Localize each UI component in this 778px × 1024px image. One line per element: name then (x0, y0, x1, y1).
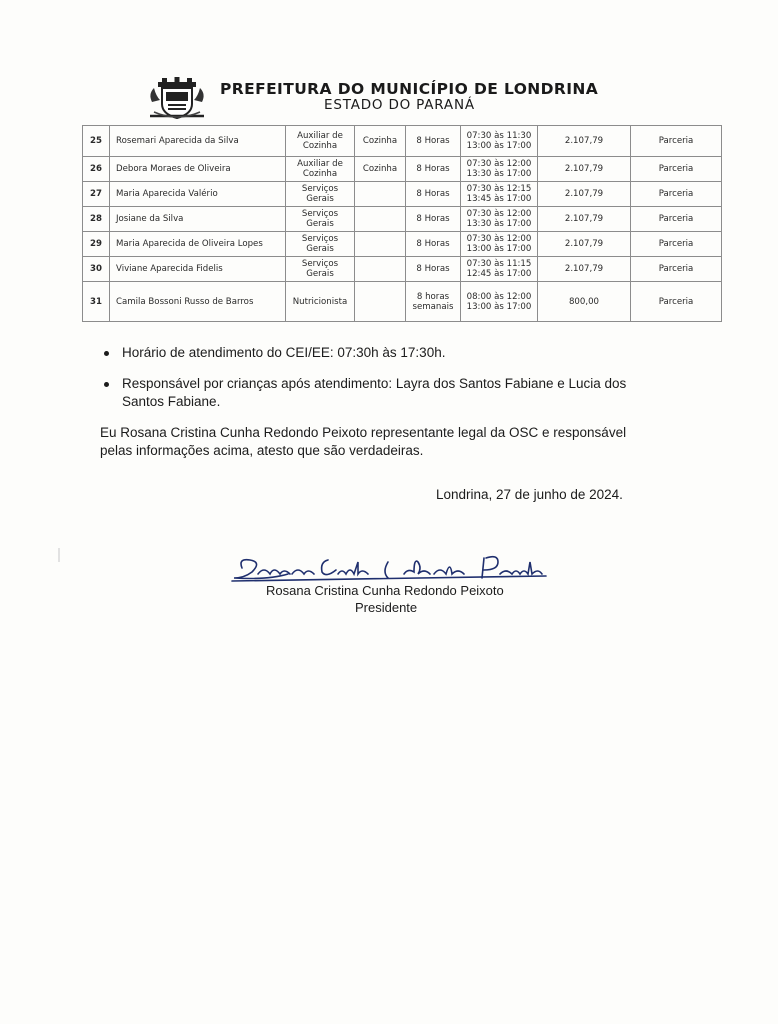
table-row (83, 232, 722, 257)
handwritten-signature (228, 548, 568, 588)
employee-salary: 2.107,79 (538, 207, 631, 232)
employee-bond: Parceria (631, 157, 722, 182)
employee-bond: Parceria (631, 182, 722, 207)
note-item (100, 344, 660, 362)
employee-role: Serviços Gerais (286, 232, 355, 257)
employee-hours: 8 horas semanais (406, 282, 461, 322)
attestation-text: Eu Rosana Cristina Cunha Redondo Peixoto representante legal da OSC e responsável pelas informações acima, atesto que são verdadeiras. (100, 425, 627, 458)
state-subtitle: ESTADO DO PARANÁ (324, 97, 475, 113)
table-row (83, 157, 722, 182)
note-text: Responsável por crianças após atendimento: Layra dos Santos Fabiane e Lucia dos Santos Fabiane. (122, 376, 627, 409)
municipal-crest-icon (146, 76, 208, 120)
employee-name: Maria Aparecida de Oliveira Lopes (110, 232, 286, 257)
employee-hours: 8 Horas (406, 157, 461, 182)
employee-number: 29 (83, 232, 110, 257)
employee-schedule: 07:30 às 12:00 13:00 às 17:00 (461, 232, 538, 257)
employee-sector: Cozinha (355, 126, 406, 157)
table-row (83, 182, 722, 207)
employee-role: Auxiliar de Cozinha (286, 157, 355, 182)
employee-hours: 8 Horas (406, 232, 461, 257)
place-date: Londrina, 27 de junho de 2024. (436, 487, 623, 502)
note-item (100, 375, 660, 411)
table-row (83, 257, 722, 282)
employee-name: Camila Bossoni Russo de Barros (110, 282, 286, 322)
employee-hours: 8 Horas (406, 126, 461, 157)
employee-schedule: 07:30 às 12:00 13:30 às 17:00 (461, 157, 538, 182)
employee-name: Debora Moraes de Oliveira (110, 157, 286, 182)
staff-table (82, 125, 722, 322)
employee-sector (355, 282, 406, 322)
employee-number: 25 (83, 126, 110, 157)
employee-schedule: 07:30 às 11:30 13:00 às 17:00 (461, 126, 538, 157)
table-row (83, 126, 722, 157)
scan-artifact (58, 548, 60, 562)
employee-number: 28 (83, 207, 110, 232)
municipality-title: PREFEITURA DO MUNICÍPIO DE LONDRINA (220, 80, 599, 98)
employee-role: Nutricionista (286, 282, 355, 322)
employee-schedule: 07:30 às 12:00 13:30 às 17:00 (461, 207, 538, 232)
employee-name: Rosemari Aparecida da Silva (110, 126, 286, 157)
employee-salary: 2.107,79 (538, 257, 631, 282)
table-row (83, 207, 722, 232)
bullet-dot-icon (104, 382, 109, 387)
signer-name: Rosana Cristina Cunha Redondo Peixoto (266, 583, 504, 598)
employee-schedule: 08:00 às 12:00 13:00 às 17:00 (461, 282, 538, 322)
signer-role: Presidente (355, 600, 418, 615)
employee-bond: Parceria (631, 126, 722, 157)
table-row (83, 282, 722, 322)
employee-bond: Parceria (631, 282, 722, 322)
employee-sector (355, 232, 406, 257)
employee-bond: Parceria (631, 207, 722, 232)
bullet-dot-icon (104, 351, 109, 356)
employee-role: Serviços Gerais (286, 257, 355, 282)
employee-role: Serviços Gerais (286, 207, 355, 232)
letterhead (146, 74, 626, 124)
employee-salary: 2.107,79 (538, 182, 631, 207)
employee-sector (355, 207, 406, 232)
employee-sector (355, 182, 406, 207)
employee-role: Auxiliar de Cozinha (286, 126, 355, 157)
note-text: Horário de atendimento do CEI/EE: 07:30h às 17:30h. (122, 345, 446, 360)
employee-salary: 2.107,79 (538, 232, 631, 257)
notes-list (100, 344, 660, 424)
employee-number: 26 (83, 157, 110, 182)
employee-number: 31 (83, 282, 110, 322)
employee-bond: Parceria (631, 257, 722, 282)
employee-sector: Cozinha (355, 157, 406, 182)
employee-schedule: 07:30 às 12:15 13:45 às 17:00 (461, 182, 538, 207)
employee-name: Josiane da Silva (110, 207, 286, 232)
employee-salary: 800,00 (538, 282, 631, 322)
employee-schedule: 07:30 às 11:15 12:45 às 17:00 (461, 257, 538, 282)
employee-hours: 8 Horas (406, 257, 461, 282)
employee-hours: 8 Horas (406, 207, 461, 232)
employee-salary: 2.107,79 (538, 157, 631, 182)
employee-name: Viviane Aparecida Fidelis (110, 257, 286, 282)
employee-sector (355, 257, 406, 282)
employee-number: 27 (83, 182, 110, 207)
employee-role: Serviços Gerais (286, 182, 355, 207)
employee-hours: 8 Horas (406, 182, 461, 207)
employee-salary: 2.107,79 (538, 126, 631, 157)
employee-name: Maria Aparecida Valério (110, 182, 286, 207)
employee-bond: Parceria (631, 232, 722, 257)
employee-number: 30 (83, 257, 110, 282)
